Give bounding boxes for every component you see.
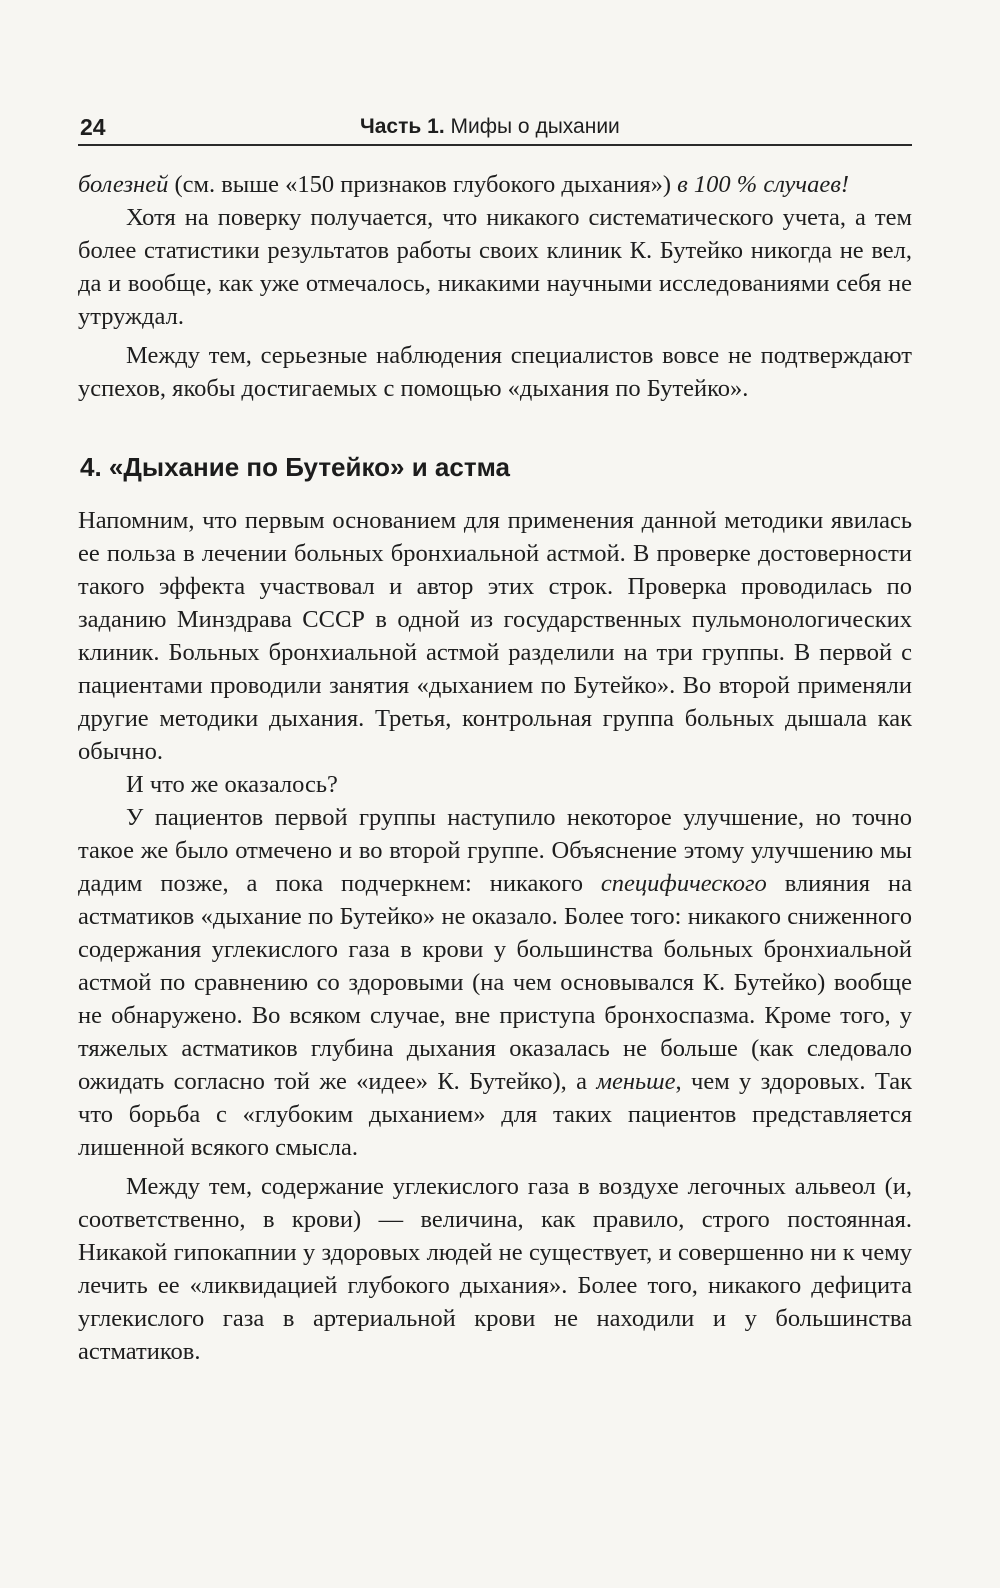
part-title: Мифы о дыхании (450, 115, 620, 138)
section-text (78, 504, 912, 1368)
running-head (78, 112, 912, 146)
emphasis: специфического (600, 870, 767, 897)
paragraph: И что же оказалось? (126, 771, 338, 798)
paragraph: Хотя на поверку получается, что никакого систематического учета, а тем более статистики результатов работы своих клиник К. Бутейко никогда не вел, да и вообще, как уже отмечалось, никакими научными исследованиями себя не утруждал. (78, 204, 912, 330)
paragraph: Между тем, содержание углекислого газа в воздухе легочных альвеол (и, соответственно, в крови) — величина, как правило, строго постоянная. Никакой гипокапнии у здоровых людей не существует, и совершенно ни к чему лечить ее «ликвидацией глубокого дыхания». Более того, никакого дефицита углекислого газа в артериальной крови не находили и у большинства астматиков. (78, 1173, 912, 1365)
emphasis: болезней (78, 171, 169, 198)
paragraph: болезней (см. выше «150 признаков глубокого дыхания») в 100 % случаев! (78, 171, 850, 198)
paragraph: У пациентов первой группы наступило некоторое улучшение, но точно такое же было отмечено и во второй группе. Объяснение этому улучшению мы дадим позже, а пока подчеркнем: никакого специфического влияния на астматиков «дыхание по Бутейко» не оказало. Более того: никакого сниженного содержания углекислого газа в крови у большинства больных бронхиальной астмой по сравнению со здоровыми (на чем основывался К. Бутейко) вообще не обнаружено. Во всяком случае, вне приступа бронхоспазма. Кроме того, у тяжелых астматиков глубина дыхания оказалась не больше (как следовало ожидать согласно той же «идее» К. Бутейко), а меньше, чем у здоровых. Так что борьба с «глубоким дыханием» для таких пациентов представляется лишенной всякого смысла. (78, 804, 913, 1161)
emphasis: в 100 % случаев! (677, 171, 850, 198)
paragraph: Напомним, что первым основанием для применения данной методики явилась ее польза в лечении больных бронхиальной астмой. В проверке достоверности такого эффекта участвовал и автор этих строк. Проверка проводилась по заданию Минздрава СССР в одной из государственных пульмонологических клиник. Больных бронхиальной астмой разделили на три группы. В первой с пациентами проводили занятия «дыханием по Бутейко». Во второй применяли другие методики дыхания. Третья, контрольная группа больных дышала как обычно. (78, 507, 912, 765)
section-heading: 4. «Дыхание по Бутейко» и астма (80, 452, 510, 482)
intro-text (78, 168, 912, 405)
paragraph: Между тем, серьезные наблюдения специалистов вовсе не подтверждают успехов, якобы достигаемых с помощью «дыхания по Бутейко». (78, 342, 912, 402)
part-label: Часть 1. (360, 115, 445, 138)
emphasis: меньше (596, 1068, 676, 1095)
book-page (78, 112, 912, 1368)
running-title (360, 112, 620, 142)
page-number: 24 (80, 114, 106, 140)
